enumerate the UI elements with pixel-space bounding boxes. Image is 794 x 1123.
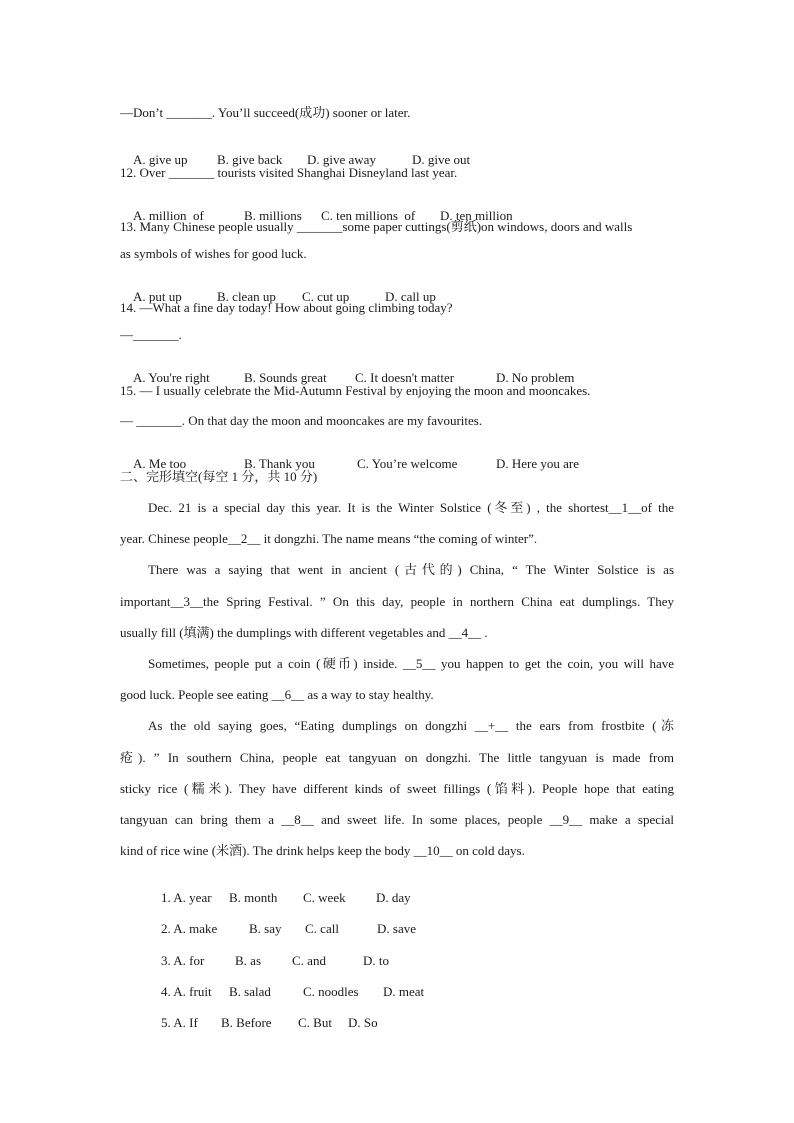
option: B. give back bbox=[217, 152, 283, 167]
choice: D. meat bbox=[383, 984, 425, 999]
q12-stem: 12. Over _______ tourists visited Shanghai Disneyland last year. bbox=[120, 165, 458, 180]
passage-line: tangyuan can bring them a __8__ and sweet life. In some places, people __9__ make a special bbox=[120, 812, 674, 827]
option: B. millions bbox=[244, 208, 302, 223]
option: A. give up bbox=[133, 152, 188, 167]
choice: D. So bbox=[348, 1015, 378, 1030]
option: C. cut up bbox=[302, 289, 350, 304]
option: B. Sounds great bbox=[244, 370, 327, 385]
choice: B. Before bbox=[221, 1015, 272, 1030]
choice: 3. A. for bbox=[161, 953, 205, 968]
passage-line: year. Chinese people__2__ it dongzhi. The name means “the coming of winter”. bbox=[120, 531, 538, 546]
option: D. give away bbox=[307, 152, 376, 167]
option: A. million of bbox=[133, 208, 204, 223]
passage-line: kind of rice wine (米酒). The drink helps keep the body __10__ on cold days. bbox=[120, 843, 525, 858]
option: C. It doesn't matter bbox=[355, 370, 455, 385]
choice: 4. A. fruit bbox=[161, 984, 212, 999]
q15-stem: 15. — I usually celebrate the Mid-Autumn Festival by enjoying the moon and mooncakes. bbox=[120, 383, 591, 398]
option: D. No problem bbox=[496, 370, 575, 385]
passage-line: As the old saying goes, “Eating dumplings on dongzhi __+__ the ears from frostbite (冻 bbox=[148, 718, 674, 733]
choice: D. day bbox=[376, 890, 411, 905]
option: D. give out bbox=[412, 152, 471, 167]
choice: C. week bbox=[303, 890, 346, 905]
option: D. ten million bbox=[440, 208, 513, 223]
q11-response: —Don’t _______. You’ll succeed(成功) sooner or later. bbox=[120, 105, 411, 120]
passage-line: usually fill (填满) the dumplings with different vegetables and __4__ . bbox=[120, 625, 488, 640]
choice: B. as bbox=[235, 953, 261, 968]
choice: B. salad bbox=[229, 984, 271, 999]
section-heading: 二、完形填空(每空 1 分，共 10 分) bbox=[120, 469, 318, 484]
option: A. put up bbox=[133, 289, 182, 304]
option: C. ten millions of bbox=[321, 208, 416, 223]
q14-response: —_______. bbox=[120, 327, 182, 342]
passage-line: good luck. People see eating __6__ as a way to stay healthy. bbox=[120, 687, 434, 702]
option: A. Me too bbox=[133, 456, 187, 471]
option: D. call up bbox=[385, 289, 436, 304]
option: B. Thank you bbox=[244, 456, 315, 471]
choice-row bbox=[148, 999, 674, 1047]
passage-line: sticky rice (糯米). They have different kinds of sweet fillings (馅料). People hope that eating bbox=[120, 781, 674, 796]
choice: C. noodles bbox=[303, 984, 359, 999]
option: D. Here you are bbox=[496, 456, 580, 471]
passage-line: Sometimes, people put a coin (硬币) inside. __5__ you happen to get the coin, you will have bbox=[148, 656, 674, 671]
choice: B. say bbox=[249, 921, 282, 936]
choice: C. call bbox=[305, 921, 339, 936]
choice: C. But bbox=[298, 1015, 332, 1030]
q13-stem-line1: 13. Many Chinese people usually _______some paper cuttings(剪纸)on windows, doors and walls bbox=[120, 219, 633, 234]
passage-line: There was a saying that went in ancient (古代的) China, “ The Winter Solstice is as bbox=[148, 562, 674, 577]
passage-line: important__3__the Spring Festival. ” On this day, people in northern China eat dumplings. They bbox=[120, 594, 674, 609]
choice: D. to bbox=[363, 953, 389, 968]
passage-line: 疮). ” In southern China, people eat tangyuan on dongzhi. The little tangyuan is made from bbox=[120, 750, 674, 765]
choice: 1. A. year bbox=[161, 890, 212, 905]
passage-line: Dec. 21 is a special day this year. It is the Winter Solstice (冬至) , the shortest__1__of the bbox=[148, 500, 674, 515]
q14-stem: 14. —What a fine day today! How about going climbing today? bbox=[120, 300, 453, 315]
option: B. clean up bbox=[217, 289, 276, 304]
choice: C. and bbox=[292, 953, 326, 968]
choice: B. month bbox=[229, 890, 278, 905]
choice: 5. A. If bbox=[161, 1015, 198, 1030]
choice: 2. A. make bbox=[161, 921, 218, 936]
choice: D. save bbox=[377, 921, 416, 936]
option: C. You’re welcome bbox=[357, 456, 458, 471]
q13-stem-line2: as symbols of wishes for good luck. bbox=[120, 246, 307, 261]
option: A. You're right bbox=[133, 370, 210, 385]
q15-response: — _______. On that day the moon and mooncakes are my favourites. bbox=[120, 413, 483, 428]
